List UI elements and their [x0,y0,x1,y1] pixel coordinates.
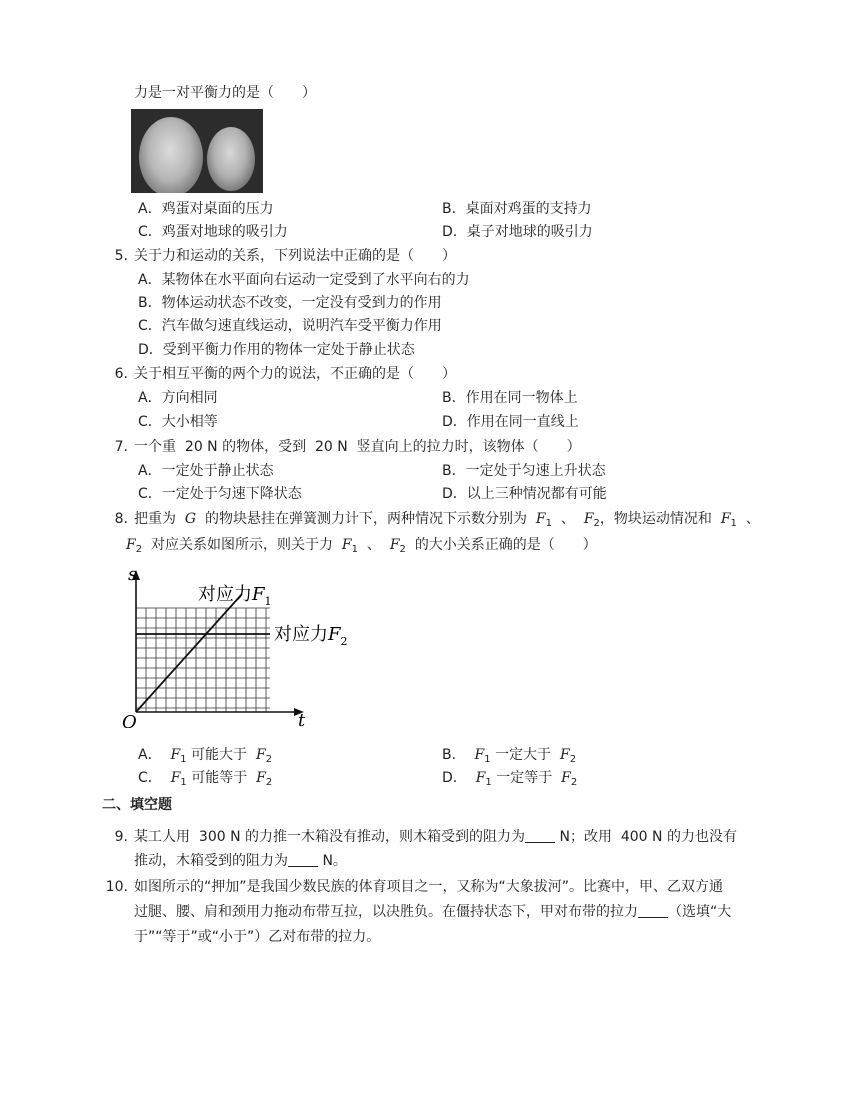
small-egg [207,127,255,191]
q5-option-c[interactable]: C．汽车做匀速直线运动，说明汽车受平衡力作用 [138,318,442,334]
q8-stem-line1: 把重为 G 的物块悬挂在弹簧测力计下，两种情况下示数分别为 $F_1$ 、 $F_2$，物块运动情况和 $F_1$ 、 [134,511,760,529]
q5-option-b[interactable]: B．物体运动状态不改变，一定没有受到力的作用 [138,295,442,311]
section-title-fill-blank: 二、填空题 [102,797,172,813]
large-egg [139,117,203,193]
q5-stem: 关于力和运动的关系，下列说法中正确的是（ ） [134,248,456,264]
q7-option-a[interactable]: A．一定处于静止状态 [138,463,274,479]
q7-number: 7. [114,439,128,455]
q7-option-c[interactable]: C．一定处于匀速下降状态 [138,486,302,502]
s-t-graph [118,564,358,728]
q6-option-d[interactable]: D．作用在同一直线上 [442,414,579,430]
q8-option-c[interactable]: C． $F_1$ 可能等于 $F_2$ [138,770,273,788]
q6-option-c[interactable]: C．大小相等 [138,414,218,430]
q4-option-c[interactable]: C．鸡蛋对地球的吸引力 [138,224,288,240]
q9-answer-blank-2[interactable] [288,852,318,867]
q7-option-b[interactable]: B．一定处于匀速上升状态 [442,463,606,479]
q8-option-d[interactable]: D． $F_1$ 一定等于 $F_2$ [442,770,578,788]
q9-number: 9. [114,829,128,845]
f1-label: 对应力$F_1$ [198,584,272,608]
q9-stem-line1: 某工人用 300 N 的力推一木箱没有推动，则木箱受到的阻力为 N；改用 400 N 的力也没有 [134,829,737,845]
q7-stem: 一个重 20 N 的物体，受到 20 N 竖直向上的拉力时，该物体（ ） [134,439,581,455]
q4-option-b[interactable]: B．桌面对鸡蛋的支持力 [442,201,592,217]
q10-stem-line3: 于”“等于”或“小于”）乙对布带的拉力。 [134,929,381,945]
y-axis-label: s [128,564,138,585]
q9-stem-line2: 推动，木箱受到的阻力为 N。 [134,853,347,869]
f2-label: 对应力$F_2$ [274,624,348,648]
q9-answer-blank-1[interactable] [525,828,555,843]
q10-stem-line2: 过腿、腰、肩和颈用力拖动布带互拉，以决胜负。在僵持状态下，甲对布带的拉力 （选填“大 [134,904,732,920]
q6-stem: 关于相互平衡的两个力的说法，不正确的是（ ） [134,366,456,382]
q5-number: 5. [114,248,128,264]
q10-number: 10. [105,879,128,895]
q5-option-a[interactable]: A．某物体在水平面向右运动一定受到了水平向右的力 [138,272,470,288]
q7-option-d[interactable]: D．以上三种情况都有可能 [442,486,607,502]
eggs-photo [131,109,263,193]
q8-option-a[interactable]: A． $F_1$ 可能大于 $F_2$ [138,747,273,765]
q10-stem-line1: 如图所示的“押加”是我国少数民族的体育项目之一，又称为“大象拔河”。比赛中，甲、乙双方通 [134,879,724,895]
q8-option-b[interactable]: B． $F_1$ 一定大于 $F_2$ [442,747,577,765]
q4-option-d[interactable]: D．桌子对地球的吸引力 [442,224,593,240]
q6-option-b[interactable]: B．作用在同一物体上 [442,390,578,406]
q10-answer-blank[interactable] [638,903,668,918]
q8-stem-line2: $F_2$ 对应关系如图所示，则关于力 $F_1$ 、 $F_2$ 的大小关系正确的是（ ） [126,537,597,555]
q6-number: 6. [114,366,128,382]
q8-number: 8. [114,511,128,527]
origin-label: O [122,712,137,728]
q6-option-a[interactable]: A．方向相同 [138,390,218,406]
q5-option-d[interactable]: D．受到平衡力作用的物体一定处于静止状态 [138,342,415,358]
q4-stem-tail: 力是一对平衡力的是（ ） [134,85,316,101]
q4-option-a[interactable]: A．鸡蛋对桌面的压力 [138,201,274,217]
x-axis-label: t [298,710,306,728]
